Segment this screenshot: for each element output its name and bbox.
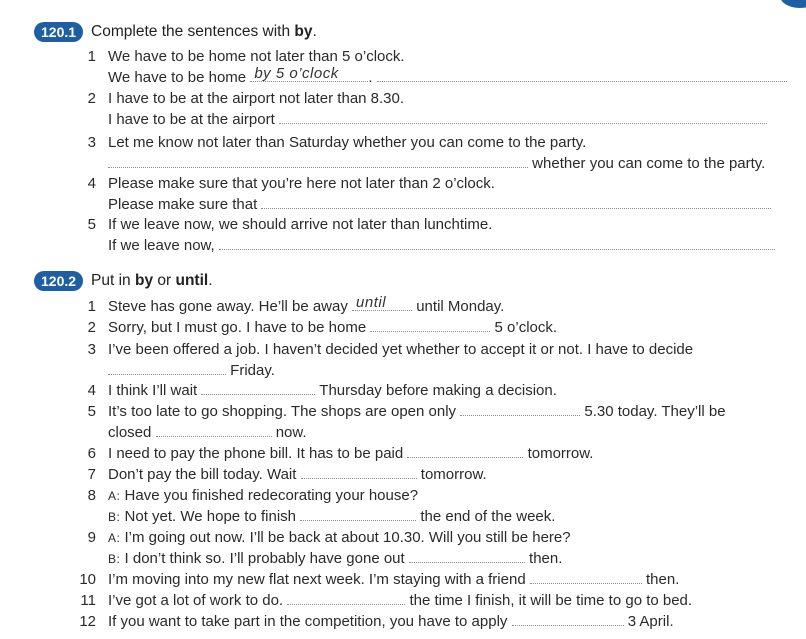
sentence: Don’t pay the bill today. Wait tomorrow. <box>108 466 487 483</box>
dialogue-line-a: A: I’m going out now. I’ll be back at about 10.30. Will you still be here? <box>108 529 571 546</box>
item-number: 2 <box>87 90 96 107</box>
sentence: If you want to take part in the competition, you have to apply 3 April. <box>108 613 674 630</box>
speaker-b: B: <box>108 552 121 566</box>
item-number: 6 <box>87 445 96 462</box>
sentence-original: I have to be at the airport not later than 8.30. <box>108 90 405 107</box>
dialogue-line-b: B: I don’t think so. I’ll probably have gone out then. <box>108 550 563 567</box>
handwritten-answer: until <box>356 294 387 311</box>
sentence-rewrite: Please make sure that <box>108 194 771 215</box>
answer-blank-extension <box>377 67 787 82</box>
answer-blank[interactable] <box>460 401 580 416</box>
answer-blank[interactable] <box>250 67 368 82</box>
sentence: Steve has gone away. He’ll be away until until Monday. <box>108 294 505 315</box>
dialogue-line-a: A: Have you finished redecorating your house? <box>108 487 419 504</box>
item-number: 3 <box>87 134 96 151</box>
item-number: 10 <box>79 571 96 588</box>
speaker-a: A: <box>108 531 121 545</box>
sentence-rewrite: If we leave now, <box>108 235 775 256</box>
exercise-badge: 120.2 <box>34 271 83 291</box>
item-number: 8 <box>87 487 96 504</box>
answer-blank[interactable] <box>279 109 767 124</box>
item-number: 1 <box>87 298 96 315</box>
answer-blank[interactable] <box>201 380 315 395</box>
answer-blank[interactable] <box>530 569 642 584</box>
handwritten-answer: by 5 o’clock <box>254 65 339 82</box>
sentence-continued: Friday. <box>108 360 275 381</box>
sentence-original: If we leave now, we should arrive not later than lunchtime. <box>108 216 493 233</box>
sentence: I’ve got a lot of work to do. the time I finish, it will be time to go to bed. <box>108 592 693 609</box>
answer-blank[interactable] <box>261 194 771 209</box>
sentence-rewrite: whether you can come to the party. <box>108 153 765 174</box>
exercise-title: Put in by or until. <box>91 272 213 289</box>
sentence-original: Please make sure that you’re here not later than 2 o’clock. <box>108 175 495 192</box>
exercise-120-1-header <box>34 22 317 42</box>
answer-blank[interactable] <box>156 422 272 437</box>
item-number: 4 <box>87 382 96 399</box>
answer-blank[interactable] <box>512 611 624 626</box>
item-number: 12 <box>79 613 96 630</box>
answer-blank[interactable] <box>287 590 405 605</box>
answer-blank[interactable] <box>352 296 412 311</box>
item-number: 7 <box>87 466 96 483</box>
dialogue-line-b: B: Not yet. We hope to finish the end of the week. <box>108 508 556 525</box>
sentence-rewrite: I have to be at the airport <box>108 109 767 130</box>
item-number: 1 <box>87 48 96 65</box>
answer-blank[interactable] <box>219 235 775 250</box>
answer-blank[interactable] <box>301 464 417 479</box>
item-number: 2 <box>87 319 96 336</box>
answer-blank[interactable] <box>407 443 523 458</box>
answer-blank[interactable] <box>108 360 226 375</box>
answer-blank[interactable] <box>300 506 416 521</box>
sentence-original: We have to be home not later than 5 o’clock. <box>108 48 405 65</box>
answer-blank[interactable] <box>108 153 528 168</box>
exercise-badge: 120.1 <box>34 22 83 42</box>
page-corner-tab <box>780 0 806 8</box>
exercise-title: Complete the sentences with by. <box>91 23 317 40</box>
sentence: It’s too late to go shopping. The shops are open only 5.30 today. They’ll be <box>108 403 726 420</box>
item-number: 3 <box>87 341 96 358</box>
item-number: 9 <box>87 529 96 546</box>
speaker-a: A: <box>108 489 121 503</box>
item-number: 4 <box>87 175 96 192</box>
sentence: Sorry, but I must go. I have to be home 5 o’clock. <box>108 319 558 336</box>
item-number: 5 <box>87 216 96 233</box>
speaker-b: B: <box>108 510 121 524</box>
exercise-120-2-header <box>34 271 213 291</box>
sentence-rewrite: We have to be home by 5 o’clock . <box>108 67 787 88</box>
item-number: 5 <box>87 403 96 420</box>
answer-blank[interactable] <box>370 317 490 332</box>
sentence: I’m moving into my new flat next week. I’m staying with a friend then. <box>108 571 680 588</box>
sentence-original: Let me know not later than Saturday whether you can come to the party. <box>108 134 587 151</box>
sentence: I’ve been offered a job. I haven’t decided yet whether to accept it or not. I have to decide <box>108 341 694 358</box>
answer-blank[interactable] <box>409 548 525 563</box>
item-number: 11 <box>80 592 96 609</box>
sentence-continued: closed now. <box>108 424 307 441</box>
sentence: I need to pay the phone bill. It has to be paid tomorrow. <box>108 445 594 462</box>
sentence: I think I’ll wait Thursday before making a decision. <box>108 382 557 399</box>
